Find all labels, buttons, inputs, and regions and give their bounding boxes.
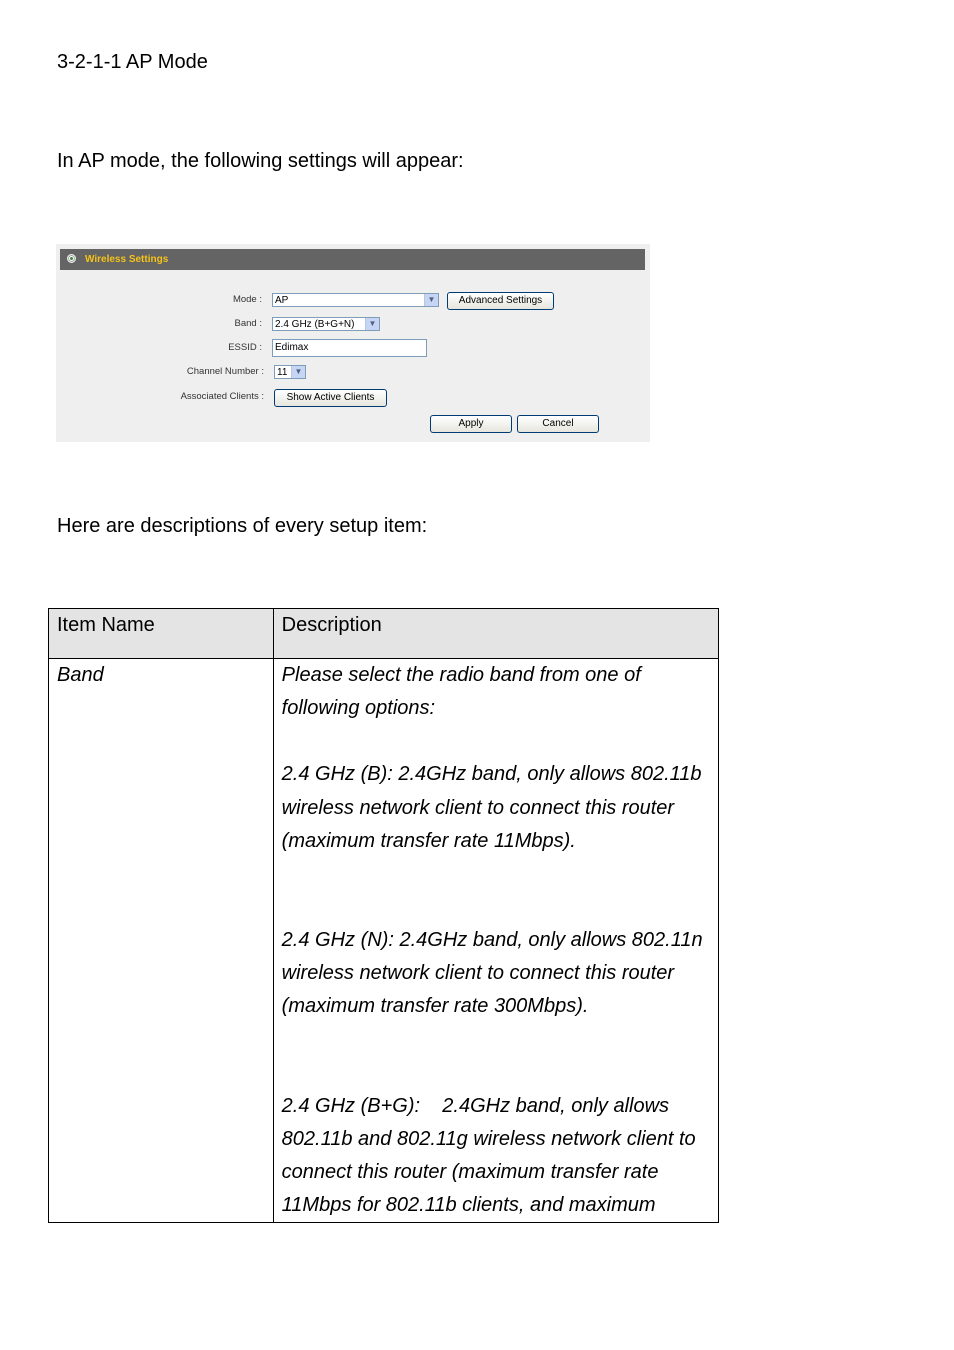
section-heading: 3-2-1-1 AP Mode [57,51,208,73]
description-table [48,608,719,1223]
channel-select[interactable] [274,365,306,379]
panel-header [60,249,645,270]
cancel-button[interactable]: Cancel [517,415,599,433]
intro-text: In AP mode, the following settings will appear: [57,150,464,172]
channel-value: 11 [277,367,288,378]
advanced-settings-button[interactable]: Advanced Settings [447,292,554,310]
radio-bullet-icon [67,254,76,263]
show-active-clients-button[interactable]: Show Active Clients [274,389,387,407]
mode-value: AP [275,295,289,306]
mode-select[interactable] [272,293,439,307]
channel-label: Channel Number : [186,366,264,377]
chevron-down-icon: ▼ [424,294,438,306]
apply-button[interactable]: Apply [430,415,512,433]
item-name-cell: Band [49,659,274,1223]
panel-title: Wireless Settings [85,254,169,265]
band-label: Band : [234,318,262,329]
band-select[interactable] [272,317,380,331]
header-item-name: Item Name [49,609,274,659]
essid-label: ESSID : [228,342,262,353]
chevron-down-icon: ▼ [365,318,379,330]
band-value: 2.4 GHz (B+G+N) [275,319,355,330]
header-description: Description [273,609,718,659]
table-row [49,659,719,1223]
description-paragraph: Please select the radio band from one of following options: [281,664,641,720]
chevron-down-icon: ▼ [291,366,305,378]
clients-label: Associated Clients : [180,391,264,402]
table-header-row [49,609,719,659]
description-paragraph: 2.4 GHz (N): 2.4GHz band, only allows 802.11n wireless network client to connect this router (maximum transfer rate 300Mbps). [281,929,703,1018]
essid-input[interactable]: Edimax [272,339,427,357]
description-paragraph: 2.4 GHz (B): 2.4GHz band, only allows 802.11b wireless network client to connect this router (maximum transfer rate 11Mbps). [281,763,702,852]
descriptions-intro: Here are descriptions of every setup item: [57,515,428,537]
description-paragraph: 2.4 GHz (B+G): 2.4GHz band, only allows 802.11b and 802.11g wireless network client to connect this router (maximum transfer rate 11Mbps for 802.11b clients, and maximum [281,1094,702,1217]
mode-label: Mode : [232,294,262,305]
wireless-settings-screenshot [56,244,650,442]
description-cell [273,659,718,1223]
